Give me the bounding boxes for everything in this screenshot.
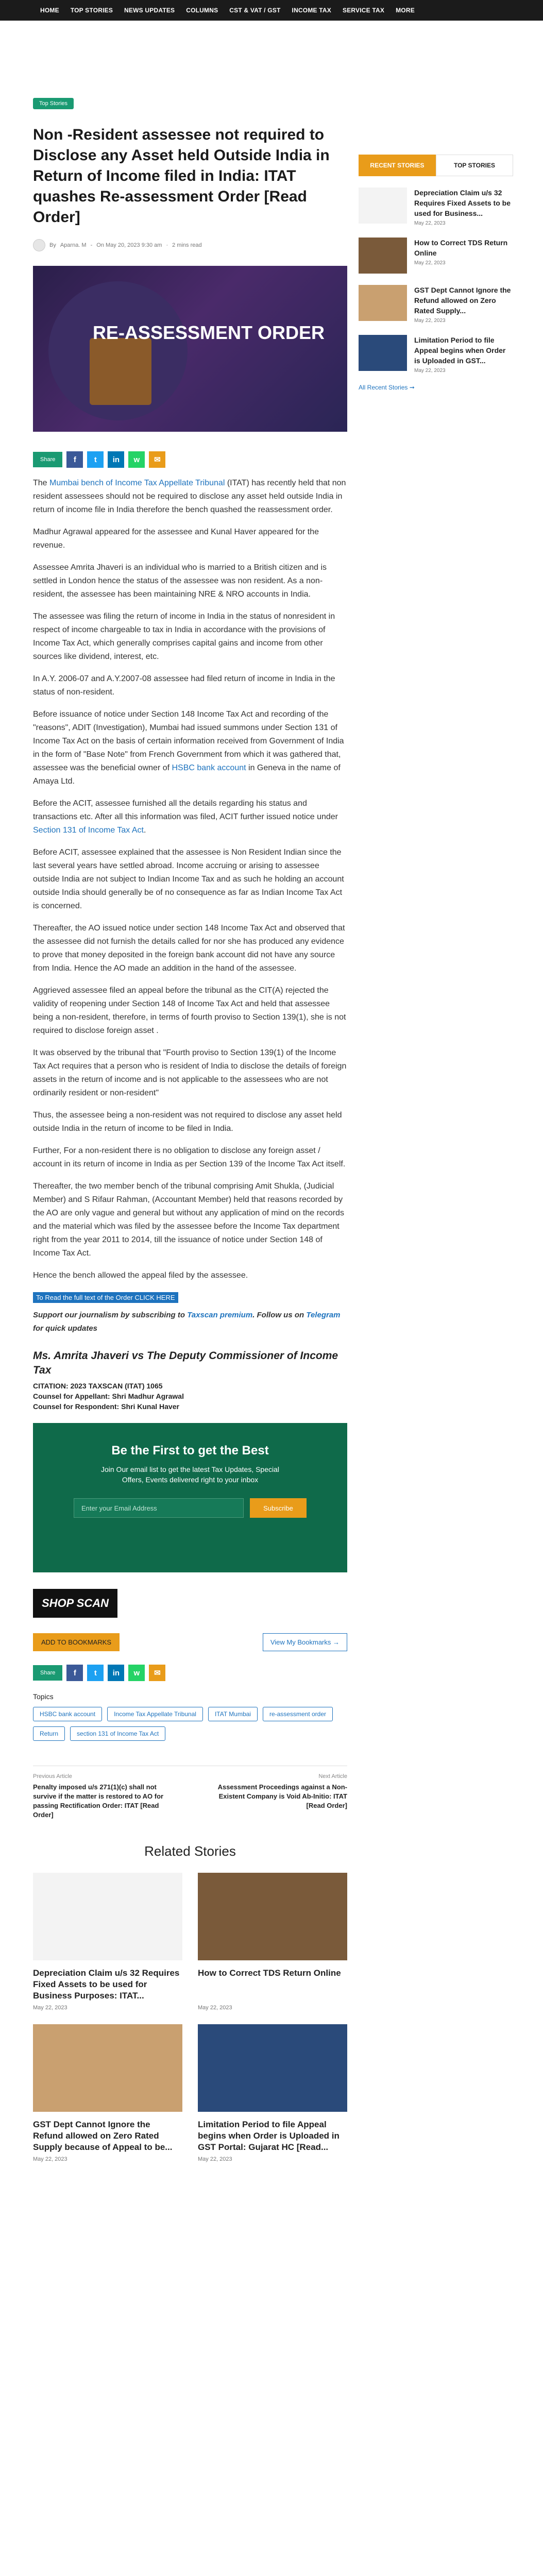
- premium-link[interactable]: Taxscan premium: [187, 1311, 253, 1319]
- related-thumbnail[interactable]: [198, 2024, 347, 2112]
- topic-tag[interactable]: re-assessment order: [263, 1707, 333, 1721]
- nav-item-3[interactable]: COLUMNS: [186, 7, 218, 14]
- recent-item[interactable]: [359, 335, 513, 374]
- case-title: Ms. Amrita Jhaveri vs The Deputy Commissioner of Income Tax: [33, 1350, 338, 1376]
- nav-item-0[interactable]: HOME: [40, 7, 59, 14]
- related-title[interactable]: Limitation Period to file Appeal begins when Order is Uploaded in GST Portal: Gujarat HC [Read...: [198, 2120, 340, 2152]
- related-date: May 22, 2023: [198, 2156, 232, 2162]
- nav-item-5[interactable]: INCOME TAX: [292, 7, 331, 14]
- topic-tag[interactable]: Income Tax Appellate Tribunal: [107, 1707, 203, 1721]
- paragraph-text: Further, For a non-resident there is no obligation to disclose any foreign asset / account in its return of income in India as per Section 139 of the Income Tax Act itself.: [33, 1146, 346, 1168]
- related-thumbnail[interactable]: [33, 2024, 182, 2112]
- paragraph-text: (ITAT) has recently held that non resident assessees should not be required to disclose any asset held outside India in return of income file in India therefore the bench quashed the reassessment order.: [33, 479, 346, 514]
- share-bar-bottom: Share f t in w ✉: [33, 1665, 347, 1681]
- topic-tag[interactable]: HSBC bank account: [33, 1707, 102, 1721]
- email-icon[interactable]: ✉: [149, 451, 165, 468]
- topic-tag[interactable]: Return: [33, 1726, 65, 1741]
- related-grid: [33, 1873, 347, 2162]
- recent-title[interactable]: How to Correct TDS Return Online: [414, 239, 508, 257]
- paragraph-text: It was observed by the tribunal that "Fourth proviso to Section 139(1) of the Income Tax Act requires that a person who is resident of India to disclose the details of foreign assets in the return of income and is not applicable to the assessees who are not ordinarily resident or non-resident": [33, 1048, 347, 1097]
- twitter-icon[interactable]: t: [87, 451, 104, 468]
- whatsapp-icon[interactable]: w: [128, 1665, 145, 1681]
- support-text: Support our journalism by subscribing to Taxscan premium. Follow us on Telegram for quick updates: [33, 1311, 341, 1333]
- article-paragraph: [33, 561, 347, 601]
- paragraph-text: Madhur Agrawal appeared for the assessee and Kunal Haver appeared for the revenue.: [33, 528, 319, 550]
- recent-thumbnail[interactable]: [359, 335, 407, 371]
- article-paragraph: [33, 708, 347, 788]
- related-card[interactable]: [198, 2024, 347, 2162]
- read-time: 2 mins read: [172, 242, 202, 248]
- recent-title[interactable]: GST Dept Cannot Ignore the Refund allowed on Zero Rated Supply...: [414, 286, 511, 315]
- byline: By Aparna. M - On May 20, 2023 9:30 am · 2 mins read: [33, 239, 347, 251]
- twitter-icon[interactable]: t: [87, 1665, 104, 1681]
- related-heading: Related Stories: [144, 1843, 236, 1859]
- appellant-counsel: Counsel for Appellant: Shri Madhur Agrawal: [33, 1392, 184, 1400]
- sidebar: [359, 155, 513, 391]
- article-body: [33, 477, 347, 1282]
- topic-tags: [33, 1707, 347, 1741]
- email-input[interactable]: [74, 1498, 244, 1518]
- article-paragraph: [33, 1269, 347, 1282]
- prev-article-link[interactable]: Penalty imposed u/s 271(1)(c) shall not survive if the matter is restored to AO for passing Rectification Order: ITAT [Read Order]: [33, 1783, 164, 1819]
- related-date: May 22, 2023: [33, 2156, 67, 2162]
- next-article-link[interactable]: Assessment Proceedings against a Non-Existent Company is Void Ab-Initio: ITAT [Read Order]: [217, 1783, 347, 1809]
- nav-item-2[interactable]: NEWS UPDATES: [124, 7, 175, 14]
- recent-item[interactable]: [359, 285, 513, 324]
- paragraph-text: .: [143, 826, 146, 835]
- paragraph-text: The assessee was filing the return of income in India in the status of nonresident in respect of income chargeable to tax in India in accordance with the provisions of Income Tax Act, which generally comprises capital gains and income from other sources like dividend, interest, etc.: [33, 612, 335, 661]
- paragraph-text: Aggrieved assessee filed an appeal before the tribunal as the CIT(A) rejected the validity of reopening under Section 148 of Income Tax Act and held that assessee being a non-resident, therefore, in terms of fourth proviso to Section 139(1), she is not required to disclose foreign asset .: [33, 986, 346, 1035]
- nav-item-7[interactable]: MORE: [396, 7, 415, 14]
- recent-thumbnail[interactable]: [359, 285, 407, 321]
- article-title: Non -Resident assessee not required to Disclose any Asset held Outside India in Return of Income filed in India: ITAT quashes Re-assessment Order [Read Order]: [33, 126, 330, 226]
- publish-date: On May 20, 2023 9:30 am: [96, 242, 162, 248]
- article-paragraph: [33, 922, 347, 975]
- prev-next: Previous Article Penalty imposed u/s 271(1)(c) shall not survive if the matter is restored to AO for passing Rectification Order: ITAT [Read Order] Next Article Assessment Proceedings against a Non-Existent Company is Void Ab-Initio: ITAT [Read Order]: [33, 1766, 347, 1820]
- email-icon[interactable]: ✉: [149, 1665, 165, 1681]
- paragraph-text: in Geneva in the name of Amaya Ltd.: [33, 764, 341, 786]
- paragraph-text: Thus, the assessee being a non-resident was not required to disclose any asset held outside India in the return of income to be filed in India.: [33, 1111, 342, 1133]
- respondent-counsel: Counsel for Respondent: Shri Kunal Haver: [33, 1402, 179, 1411]
- nav-item-6[interactable]: SERVICE TAX: [342, 7, 385, 14]
- article-paragraph: [33, 672, 347, 699]
- hero-text: RE-ASSESSMENT ORDER: [92, 322, 325, 343]
- paragraph-text: Thereafter, the AO issued notice under section 148 Income Tax Act and observed that the assessee did not furnish the details called for nor she has produced any evidence to prove that money deposited in the foreign bank account did not have any source from India. Hence the AO made an addition in the hand of the assessee.: [33, 924, 345, 973]
- hero-image: [33, 266, 347, 432]
- related-title[interactable]: Depreciation Claim u/s 32 Requires Fixed Assets to be used for Business Purposes: ITAT...: [33, 1968, 180, 2001]
- article-paragraph: [33, 846, 347, 913]
- paragraph-text: In A.Y. 2006-07 and A.Y.2007-08 assessee had filed return of income in India in the status of non-resident.: [33, 674, 335, 697]
- category-badge[interactable]: Top Stories: [33, 98, 74, 109]
- recent-thumbnail[interactable]: [359, 188, 407, 224]
- article-paragraph: [33, 526, 347, 552]
- article-paragraph: [33, 1109, 347, 1136]
- recent-date: May 22, 2023: [414, 318, 446, 324]
- related-title[interactable]: GST Dept Cannot Ignore the Refund allowed on Zero Rated Supply because of Appeal to be...: [33, 2120, 173, 2152]
- top-nav: [0, 0, 543, 21]
- linkedin-icon[interactable]: in: [108, 451, 124, 468]
- subscribe-button[interactable]: Subscribe: [250, 1498, 307, 1518]
- all-recent-link[interactable]: All Recent Stories ➞: [359, 384, 415, 391]
- facebook-icon[interactable]: f: [66, 1665, 83, 1681]
- author-avatar: [33, 239, 45, 251]
- article-paragraph: [33, 610, 347, 664]
- related-card[interactable]: [198, 1873, 347, 2011]
- recent-item[interactable]: [359, 188, 513, 226]
- related-thumbnail[interactable]: [33, 1873, 182, 1960]
- recent-date: May 22, 2023: [414, 260, 446, 266]
- read-order-link[interactable]: To Read the full text of the Order CLICK HERE: [33, 1292, 178, 1303]
- article-paragraph: [33, 797, 347, 837]
- shop-scan-logo[interactable]: SHOP SCAN: [33, 1589, 117, 1618]
- article-paragraph: [33, 477, 347, 517]
- newsletter-title: Be the First to get the Best: [111, 1444, 269, 1458]
- whatsapp-icon[interactable]: w: [128, 451, 145, 468]
- article-paragraph: [33, 1144, 347, 1171]
- telegram-link[interactable]: Telegram: [306, 1311, 341, 1319]
- recent-date: May 22, 2023: [414, 368, 446, 374]
- inline-link[interactable]: Section 131 of Income Tax Act: [33, 826, 144, 835]
- paragraph-text: Assessee Amrita Jhaveri is an individual who is married to a British citizen and is settled in London hence the status of the assessee was non resident. As a non-resident, the assessee has been maintaining NRE & NRO accounts in India.: [33, 563, 327, 599]
- article-paragraph: [33, 1180, 347, 1260]
- related-card[interactable]: [33, 1873, 182, 2011]
- nav-item-1[interactable]: TOP STORIES: [70, 7, 113, 14]
- recent-title[interactable]: Limitation Period to file Appeal begins when Order is Uploaded in GST...: [414, 336, 506, 365]
- newsletter-text: Join Our email list to get the latest Tax Updates, Special Offers, Events delivered right to your inbox: [100, 1465, 280, 1484]
- paragraph-text: The: [33, 479, 50, 487]
- inline-link[interactable]: Mumbai bench of Income Tax Appellate Tribunal: [49, 479, 225, 487]
- nav-item-4[interactable]: CST & VAT / GST: [229, 7, 281, 14]
- topic-tag[interactable]: section 131 of Income Tax Act: [70, 1726, 165, 1741]
- paragraph-text: Thereafter, the two member bench of the tribunal comprising Amit Shukla, (Judicial Member) and S Rifaur Rahman, (Accountant Member) held that reasons recorded by the AO are only vague and general but without any application of mind on the records and the material which was filed by the assessee before the Income Tax department right from the year 2011 to 2014, till the issuance of notice under Section 148 of Income Tax Act.: [33, 1182, 344, 1258]
- share-bar: [33, 451, 347, 468]
- recent-thumbnail[interactable]: [359, 238, 407, 274]
- case-citation: CITATION: 2023 TAXSCAN (ITAT) 1065: [33, 1382, 163, 1390]
- tab-recent-stories[interactable]: RECENT STORIES: [359, 155, 436, 176]
- newsletter-box: [33, 1423, 347, 1572]
- article: [33, 98, 347, 2162]
- related-date: May 22, 2023: [198, 2005, 232, 2011]
- author-name[interactable]: Aparna. M: [60, 242, 87, 248]
- related-title[interactable]: How to Correct TDS Return Online: [198, 1968, 341, 1978]
- article-paragraph: [33, 1046, 347, 1100]
- paragraph-text: Before issuance of notice under Section 148 Income Tax Act and recording of the "reasons", ADIT (Investigation), Mumbai had issued summons under Section 131 of Income Tax Act on the basis of certain information received from Government of India in the form of "Base Note" from French Government from which it was gathered that, assessee was the beneficial owner of: [33, 710, 344, 772]
- recent-date: May 22, 2023: [414, 221, 446, 226]
- inline-link[interactable]: HSBC bank account: [172, 764, 246, 772]
- paragraph-text: Hence the bench allowed the appeal filed by the assessee.: [33, 1271, 248, 1280]
- share-label: Share: [33, 452, 62, 467]
- topics-label: Topics: [33, 1692, 54, 1701]
- linkedin-icon[interactable]: in: [108, 1665, 124, 1681]
- tab-top-stories[interactable]: TOP STORIES: [436, 155, 513, 176]
- facebook-icon[interactable]: f: [66, 451, 83, 468]
- add-bookmark-button[interactable]: ADD TO BOOKMARKS: [33, 1633, 120, 1651]
- paragraph-text: Before ACIT, assessee explained that the assessee is Non Resident Indian since the last several years have settled abroad. Income accruing or arising to assessee outside India are not subject to Indian Income Tax and as such he holding an account outside India should generally be of no consequence as far as Indian Income Tax Act is concerned.: [33, 848, 344, 910]
- related-card[interactable]: [33, 2024, 182, 2162]
- article-paragraph: [33, 984, 347, 1038]
- view-bookmarks-button[interactable]: View My Bookmarks →: [263, 1633, 347, 1651]
- paragraph-text: Before the ACIT, assessee furnished all the details regarding his status and transactions etc. After all this information was filed, ACIT further issued notice under: [33, 799, 338, 821]
- recent-item[interactable]: [359, 238, 513, 274]
- topic-tag[interactable]: ITAT Mumbai: [208, 1707, 258, 1721]
- recent-title[interactable]: Depreciation Claim u/s 32 Requires Fixed Assets to be used for Business...: [414, 189, 511, 217]
- related-date: May 22, 2023: [33, 2005, 67, 2011]
- related-thumbnail[interactable]: [198, 1873, 347, 1960]
